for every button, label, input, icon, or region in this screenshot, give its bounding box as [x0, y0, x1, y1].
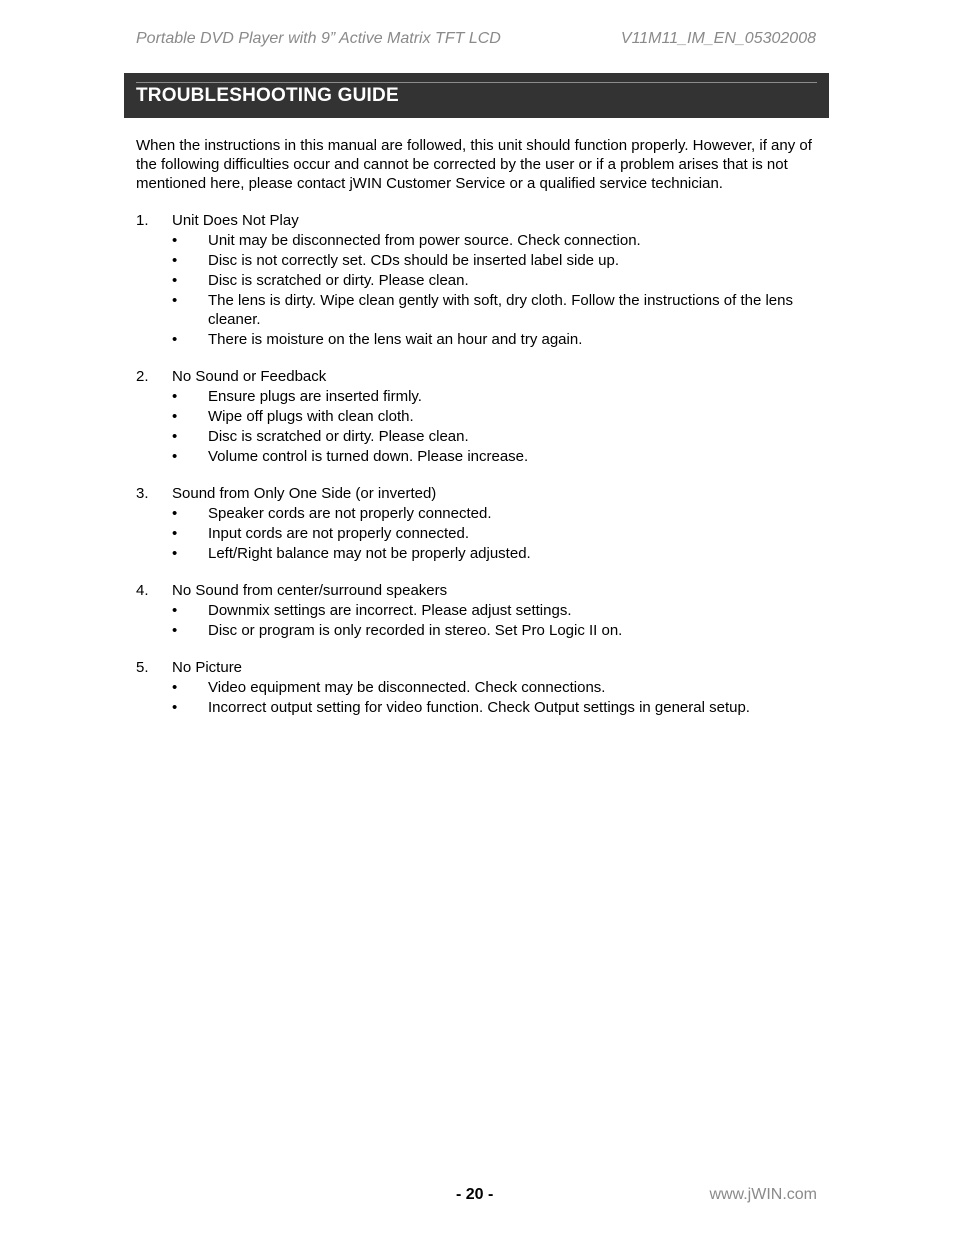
list-item: [136, 330, 826, 349]
list-item-text: Volume control is turned down. Please increase.: [208, 448, 529, 465]
bullet-list: [136, 601, 826, 640]
main-content: [136, 136, 826, 735]
list-item: [136, 407, 826, 426]
section-number: 4.: [136, 582, 149, 599]
bullet-icon: •: [172, 505, 178, 522]
bullet-icon: •: [172, 232, 178, 249]
list-item: [136, 447, 826, 466]
website-link[interactable]: www.jWIN.com: [709, 1186, 817, 1203]
bullet-icon: •: [172, 388, 178, 405]
section-number: 3.: [136, 485, 149, 502]
list-item-text: Incorrect output setting for video function. Check Output settings in general setup.: [208, 699, 750, 716]
section-number: 1.: [136, 212, 149, 229]
bullet-list: [136, 504, 826, 563]
list-item-text: Unit may be disconnected from power source. Check connection.: [208, 232, 641, 249]
running-header-doc-id: V11M11_IM_EN_05302008: [620, 30, 816, 47]
page-number: - 20 -: [456, 1186, 494, 1203]
list-item: [136, 251, 826, 270]
list-item-text: There is moisture on the lens wait an hour and try again.: [208, 331, 583, 348]
intro-paragraph: When the instructions in this manual are followed, this unit should function properly. However, if any of the following difficulties occur and cannot be corrected by the user or if a problem arises that is not mentioned here, please contact jWIN Customer Service or a qualified service technician.: [136, 137, 812, 192]
list-item-text: Disc is not correctly set. CDs should be inserted label side up.: [208, 252, 620, 269]
bullet-icon: •: [172, 602, 178, 619]
list-item: [136, 544, 826, 563]
list-item: [136, 698, 826, 717]
section-number: 5.: [136, 659, 149, 676]
bullet-icon: •: [172, 622, 178, 639]
list-item-text: Video equipment may be disconnected. Check connections.: [208, 679, 606, 696]
list-item-text: The lens is dirty. Wipe clean gently with soft, dry cloth. Follow the instructions of the lens cleaner.: [208, 292, 793, 328]
list-item: [136, 387, 826, 406]
title-rule: [136, 82, 817, 83]
bullet-icon: •: [172, 292, 178, 309]
bullet-icon: •: [172, 331, 178, 348]
list-item-text: Wipe off plugs with clean cloth.: [208, 408, 414, 425]
bullet-icon: •: [172, 525, 178, 542]
list-item-text: Input cords are not properly connected.: [208, 525, 469, 542]
running-header-title: Portable DVD Player with 9” Active Matrix TFT LCD: [136, 30, 501, 47]
section-number: 2.: [136, 368, 149, 385]
list-item: [136, 678, 826, 697]
bullet-icon: •: [172, 545, 178, 562]
page-title: TROUBLESHOOTING GUIDE: [136, 85, 399, 106]
troubleshooting-section: [136, 211, 826, 349]
section-heading-text: Sound from Only One Side (or inverted): [172, 485, 437, 502]
list-item-text: Disc is scratched or dirty. Please clean.: [208, 428, 469, 445]
bullet-icon: •: [172, 448, 178, 465]
list-item: [136, 271, 826, 290]
bullet-icon: •: [172, 428, 178, 445]
list-item-text: Disc or program is only recorded in stereo. Set Pro Logic II on.: [208, 622, 623, 639]
list-item: [136, 427, 826, 446]
troubleshooting-section: [136, 658, 826, 717]
section-heading: [136, 211, 826, 230]
section-heading: [136, 367, 826, 386]
list-item: [136, 504, 826, 523]
section-title-bar: [124, 73, 829, 118]
bullet-icon: •: [172, 679, 178, 696]
list-item: [136, 291, 826, 329]
list-item: [136, 524, 826, 543]
troubleshooting-sections: [136, 211, 826, 717]
list-item: [136, 601, 826, 620]
list-item-text: Disc is scratched or dirty. Please clean.: [208, 272, 469, 289]
list-item-text: Left/Right balance may not be properly adjusted.: [208, 545, 531, 562]
section-heading-text: No Picture: [172, 659, 243, 676]
bullet-icon: •: [172, 699, 178, 716]
bullet-list: [136, 231, 826, 349]
bullet-icon: •: [172, 272, 178, 289]
bullet-icon: •: [172, 408, 178, 425]
troubleshooting-section: [136, 484, 826, 563]
list-item: [136, 231, 826, 250]
troubleshooting-section: [136, 367, 826, 466]
list-item-text: Ensure plugs are inserted firmly.: [208, 388, 422, 405]
section-heading-text: Unit Does Not Play: [172, 212, 299, 229]
troubleshooting-section: [136, 581, 826, 640]
section-heading: [136, 658, 826, 677]
list-item-text: Downmix settings are incorrect. Please adjust settings.: [208, 602, 572, 619]
list-item: [136, 621, 826, 640]
section-heading-text: No Sound or Feedback: [172, 368, 327, 385]
section-heading: [136, 581, 826, 600]
bullet-icon: •: [172, 252, 178, 269]
list-item-text: Speaker cords are not properly connected.: [208, 505, 492, 522]
section-heading-text: No Sound from center/surround speakers: [172, 582, 448, 599]
bullet-list: [136, 387, 826, 466]
section-heading: [136, 484, 826, 503]
bullet-list: [136, 678, 826, 717]
